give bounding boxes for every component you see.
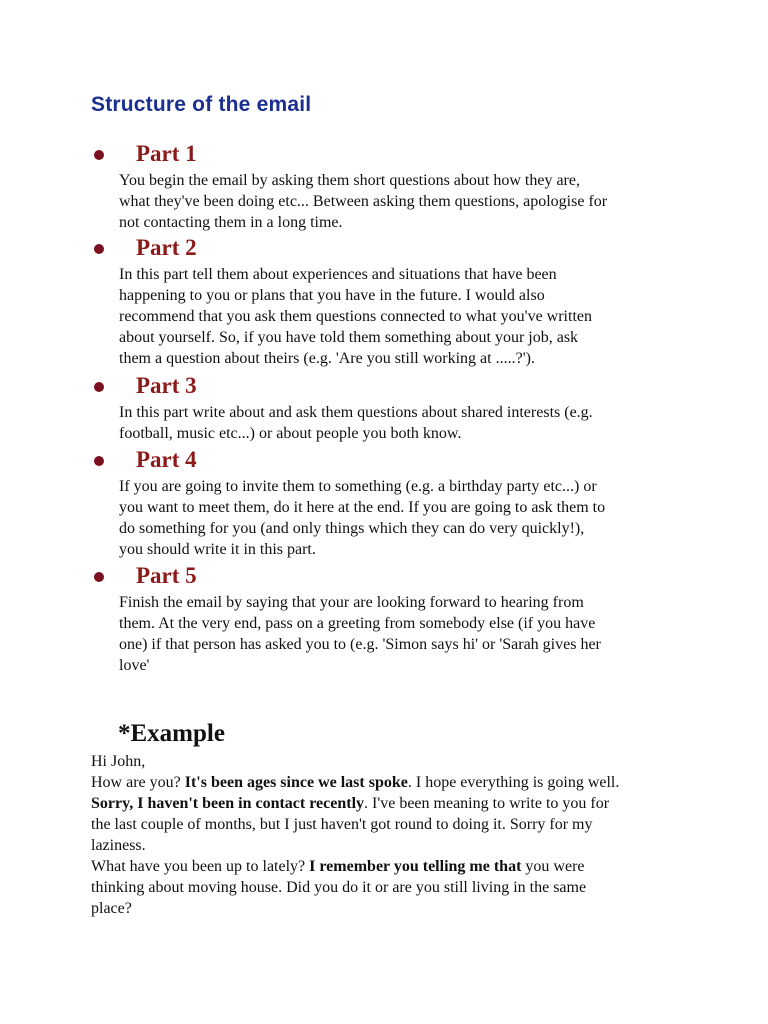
part-2-line-4: about yourself. So, if you have told them something about your job, ask [119, 329, 579, 346]
example-line-5: laziness. [91, 837, 146, 854]
page-title: Structure of the email [91, 93, 312, 116]
part-1-heading: Part 1 [136, 141, 197, 166]
example-text: What have you been up to lately? [91, 858, 310, 875]
example-text: . I've been meaning to write to you for [364, 795, 610, 812]
example-letter [91, 751, 711, 919]
bullet-icon [94, 150, 104, 160]
part-1-line-1: You begin the email by asking them short questions about how they are, [119, 172, 580, 189]
example-greeting: Hi John, [91, 753, 146, 770]
example-text: . I hope everything is going well. [407, 774, 620, 791]
example-line-4: the last couple of months, but I just haven't got round to doing it. Sorry for my [91, 816, 593, 833]
part-2-line-2: happening to you or plans that you have in the future. I would also [119, 287, 545, 304]
part-4-body [119, 476, 689, 560]
example-text: you were [521, 858, 585, 875]
part-2-line-3: recommend that you ask them questions connected to what you've written [119, 308, 592, 325]
part-4-line-1: If you are going to invite them to something (e.g. a birthday party etc...) or [119, 478, 597, 495]
part-5-line-4: love' [119, 657, 150, 674]
part-3-body [119, 402, 689, 444]
bullet-icon [94, 382, 104, 392]
part-1-body [119, 170, 689, 233]
part-4-line-3: do something for you (and only things which they can do very quickly!), [119, 520, 585, 537]
part-1-line-2: what they've been doing etc... Between asking them questions, apologise for [119, 193, 608, 210]
part-2-heading: Part 2 [136, 235, 197, 260]
bullet-icon [94, 456, 104, 466]
part-3-line-2: football, music etc...) or about people you both know. [119, 425, 462, 442]
bullet-icon [94, 572, 104, 582]
bullet-icon [94, 244, 104, 254]
part-4-line-4: you should write it in this part. [119, 541, 316, 558]
example-line-2 [91, 772, 711, 793]
part-2-line-5: them a question about theirs (e.g. 'Are you still working at .....?'). [119, 350, 535, 367]
part-5-body [119, 592, 689, 676]
part-2-line-1: In this part tell them about experiences and situations that have been [119, 266, 557, 283]
part-5-line-3: one) if that person has asked you to (e.g. 'Simon says hi' or 'Sarah gives her [119, 636, 601, 653]
part-5-heading: Part 5 [136, 563, 197, 588]
example-heading: *Example [118, 720, 225, 747]
part-1-line-3: not contacting them in a long time. [119, 214, 343, 231]
part-5-line-2: them. At the very end, pass on a greeting from somebody else (if you have [119, 615, 596, 632]
part-5-line-1: Finish the email by saying that your are looking forward to hearing from [119, 594, 584, 611]
part-3-line-1: In this part write about and ask them questions about shared interests (e.g. [119, 404, 593, 421]
example-line-7: thinking about moving house. Did you do it or are you still living in the same [91, 879, 587, 896]
example-text: How are you? [91, 774, 185, 791]
example-line-6 [91, 856, 711, 877]
example-line-8: place? [91, 900, 132, 917]
example-highlight: I remember you telling me that [309, 858, 522, 875]
example-highlight: It's been ages since we last spoke [184, 774, 408, 791]
part-3-heading: Part 3 [136, 373, 197, 398]
example-line-3 [91, 793, 711, 814]
part-4-line-2: you want to meet them, do it here at the end. If you are going to ask them to [119, 499, 606, 516]
part-4-heading: Part 4 [136, 447, 197, 472]
example-highlight: Sorry, I haven't been in contact recently [91, 795, 365, 812]
part-2-body [119, 264, 689, 369]
